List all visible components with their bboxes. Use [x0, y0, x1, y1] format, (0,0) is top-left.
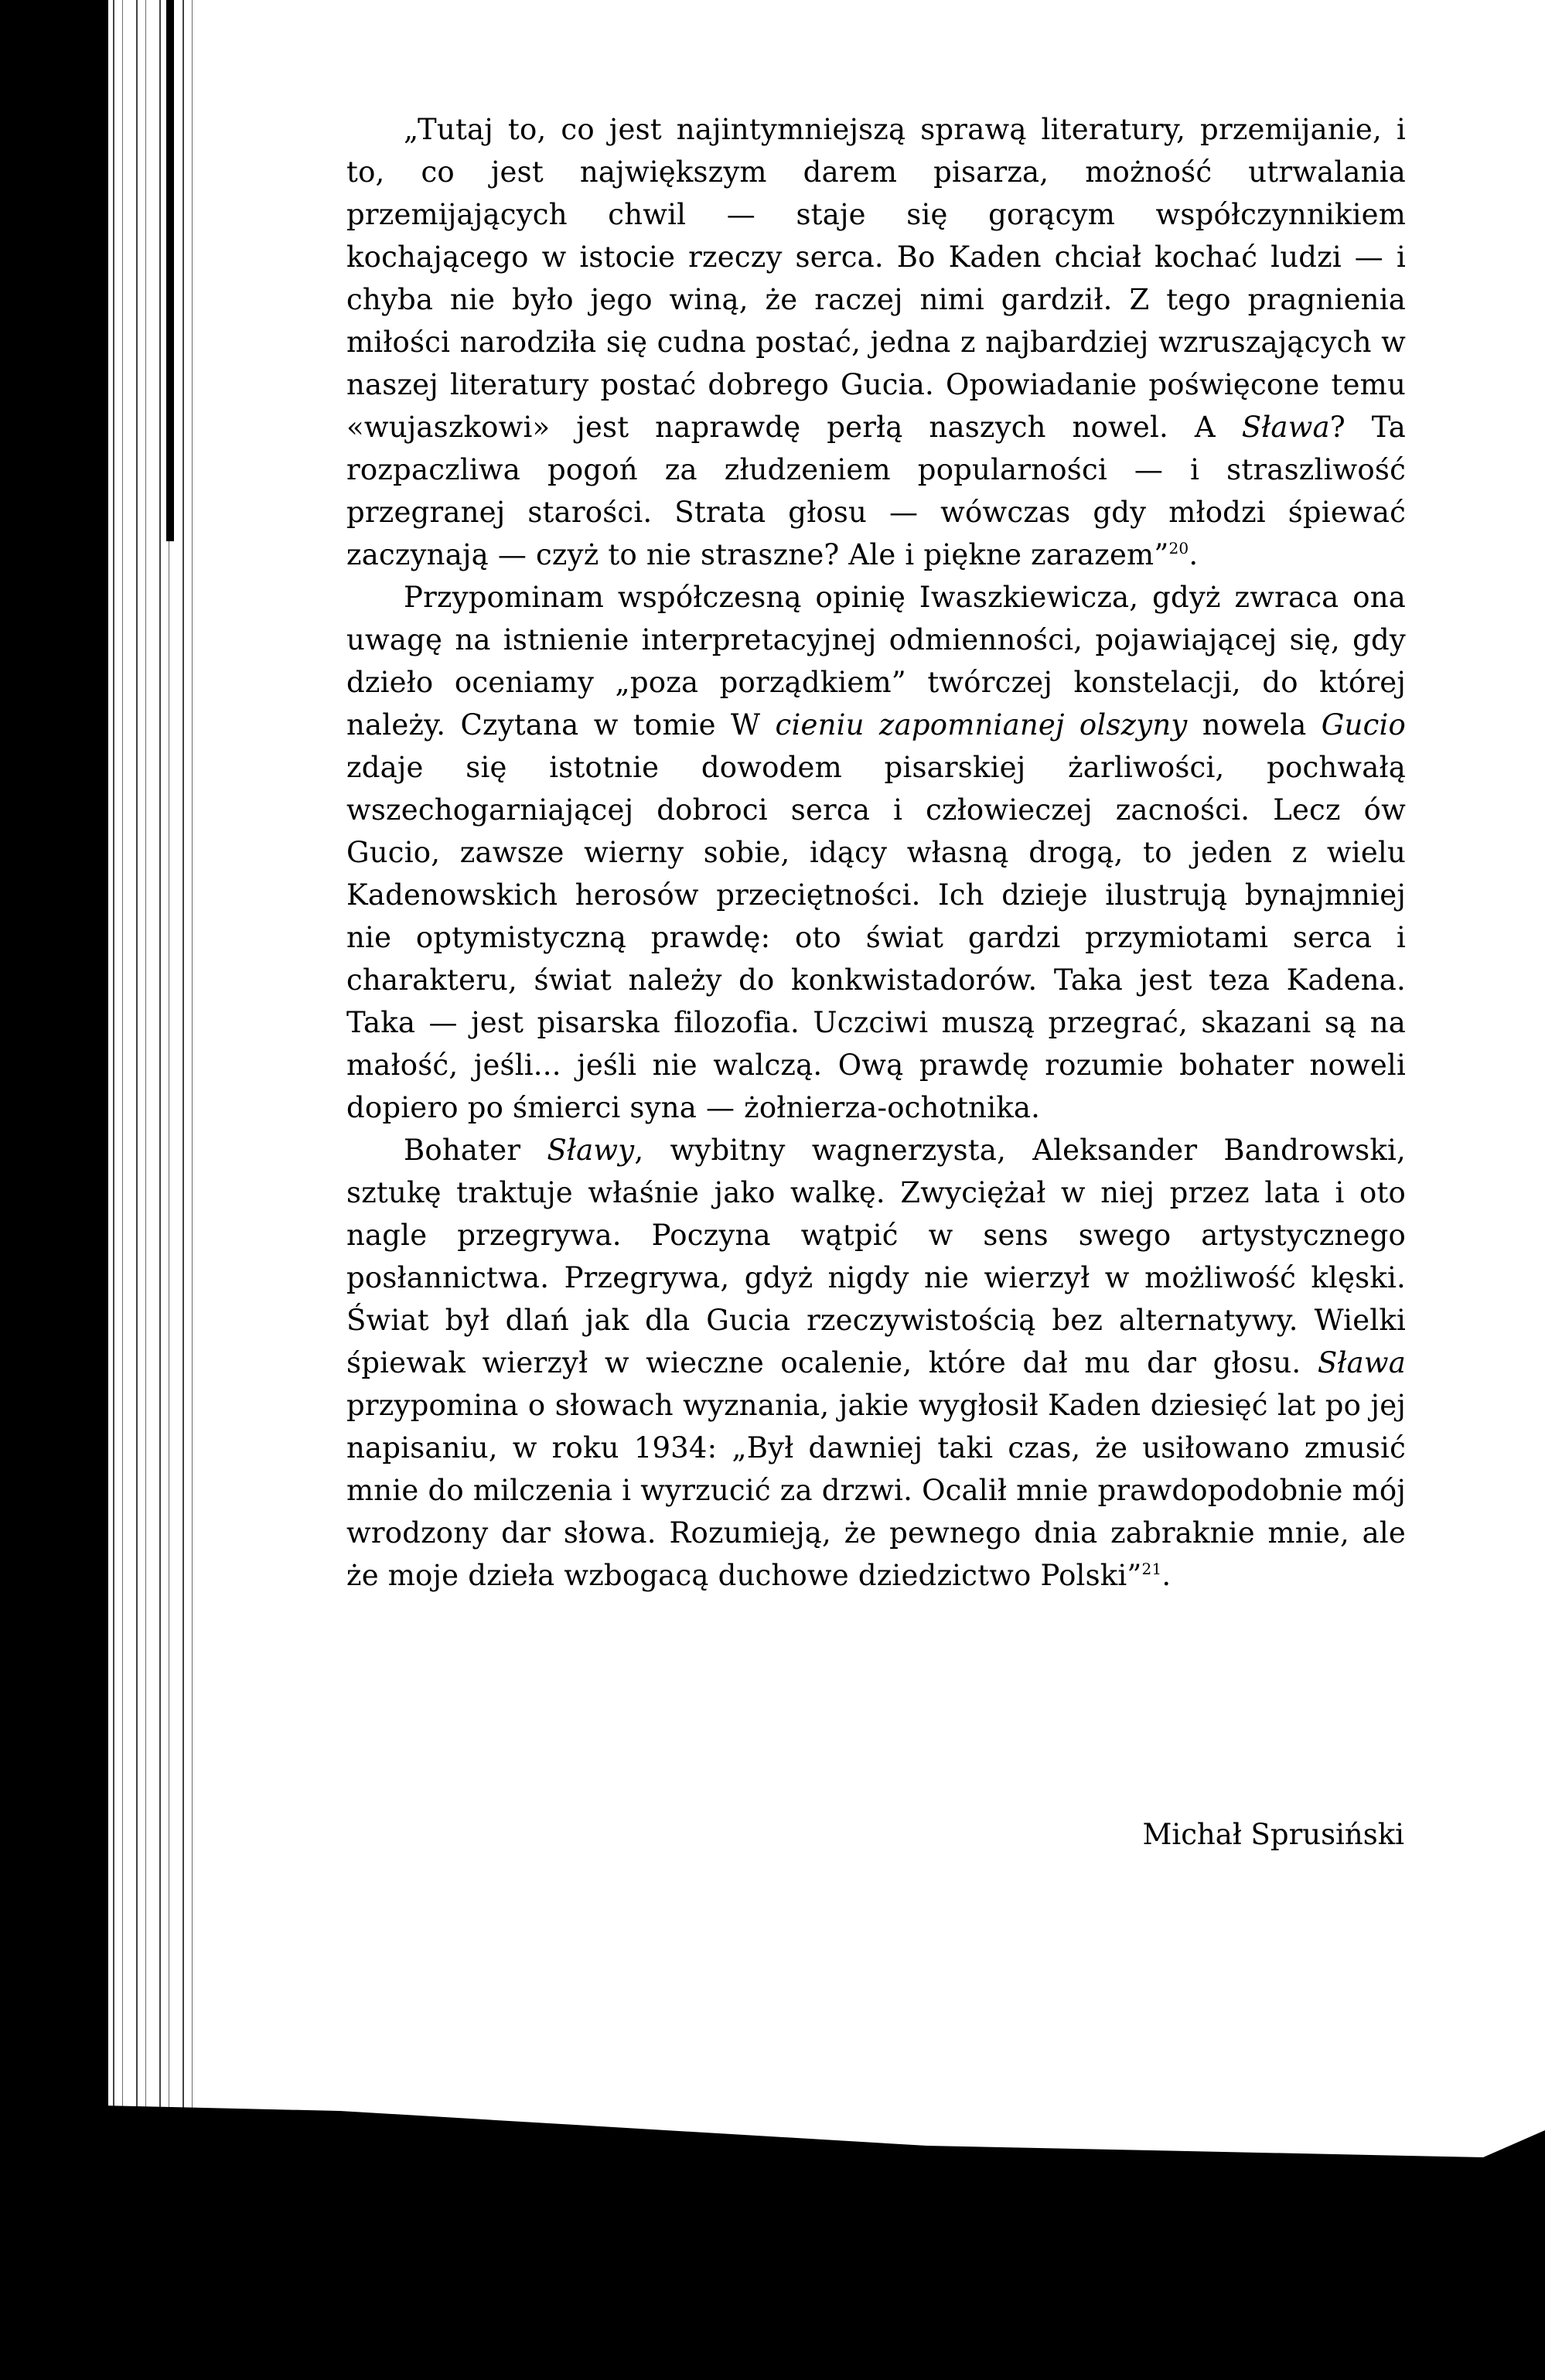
- text-run: nowela: [1187, 708, 1322, 742]
- scan-binding-line: [166, 0, 174, 541]
- italic-title: cieniu zapomnianej olszyny: [760, 708, 1188, 742]
- text-run: Bohater: [404, 1134, 547, 1167]
- text-run: przypomina o słowach wyznania, jakie wygłosił Kaden dziesięć lat po jej napisaniu, w roku 1934: „Był dawniej taki czas, że usiłowano zmusić mnie do milczenia i wyrzucić za drzwi. Ocalił mnie prawdopodobnie mój wrodzony dar słowa. Rozumieją, że pewnego dnia zabraknie mnie, ale że moje dzieła wzbogacą duchowe dziedzictwo Polski”: [346, 1389, 1406, 1592]
- text-run: , wybitny wagnerzysta, Aleksander Bandrowski, sztukę traktuje właśnie jako walkę. Zwyciężał w niej przez lata i oto nagle przegrywa. Poczyna wątpić w sens swego artystycznego posłannictwa. Przegrywa, gdyż nigdy nie wierzył w możliwość klęski. Świat był dlań jak dla Gucia rzeczywistością bez alternatywy. Wielki śpiewak wierzył w wieczne ocalenie, które dał mu dar głosu.: [346, 1134, 1406, 1379]
- author-signature: Michał Sprusiński: [1142, 1818, 1404, 1851]
- text-run: „Tutaj to, co jest najintymniejszą sprawą literatury, przemijanie, i to, co jest największym darem pisarza, możność utrwalania przemijających chwil — staje się gorącym współczynnikiem kochającego w istocie rzeczy serca. Bo Kaden chciał kochać ludzi — i chyba nie było jego winą, że raczej nimi gardził. Z tego pragnienia miłości narodziła się cudna postać, jedna z najbardziej wzruszających w naszej literatury postać dobrego Gucia. Opowiadanie poświęcone temu «wujaszkowi» jest naprawdę perłą naszych nowel. A: [346, 113, 1406, 444]
- ink-blot: [80, 1898, 91, 1926]
- text-run: .: [1161, 1559, 1172, 1592]
- italic-title: Gucio: [1321, 708, 1407, 742]
- italic-title: Sławy: [547, 1134, 635, 1167]
- text-run: ? Ta rozpaczliwa pogoń za złudzeniem popularności — i straszliwość przegranej starości. Strata głosu — wówczas gdy młodzi śpiewać zaczynają — czyż to nie straszne? Ale i piękne zarazem”: [346, 411, 1407, 571]
- paragraph-1: [346, 108, 1406, 576]
- text-run: W: [731, 708, 761, 742]
- text-run: .: [1189, 538, 1199, 571]
- scan-page-edges: [108, 0, 201, 2150]
- italic-title: Sława: [1241, 411, 1330, 444]
- italic-title: Sława: [1317, 1346, 1406, 1379]
- text-run: zdaje się istotnie dowodem pisarskiej żarliwości, pochwałą wszechogarniającej dobroci serca i człowieczej zacności. Lecz ów Gucio, zawsze wierny sobie, idący własną drogą, to jeden z wielu Kadenowskich herosów przeciętności. Ich dzieje ilustrują bynajmniej nie optymistyczną prawdę: oto świat gardzi przymiotami serca i charakteru, świat należy do konkwistadorów. Taka jest teza Kadena. Taka — jest pisarska filozofia. Uczciwi muszą przegrać, skazani są na małość, jeśli... jeśli nie walczą. Ową prawdę rozumie bohater noweli dopiero po śmierci syna — żołnierza-ochotnika.: [346, 751, 1406, 1124]
- page-text-block: [346, 108, 1406, 1597]
- paragraph-2: [346, 576, 1406, 1129]
- paragraph-3: [346, 1129, 1406, 1597]
- footnote-marker: 21: [1141, 1560, 1162, 1578]
- text-run: Przypominam współczesną opinię Iwaszkiewicza, gdyż zwraca ona uwagę na istnienie interpretacyjnej odmienności, pojawiającej się, gdy dzieło oceniamy „poza porządkiem” twórczej konstelacji, do której należy. Czytana w tomie: [346, 581, 1406, 742]
- scan-bottom-shadow: [0, 2088, 1545, 2380]
- footnote-marker: 20: [1168, 539, 1189, 557]
